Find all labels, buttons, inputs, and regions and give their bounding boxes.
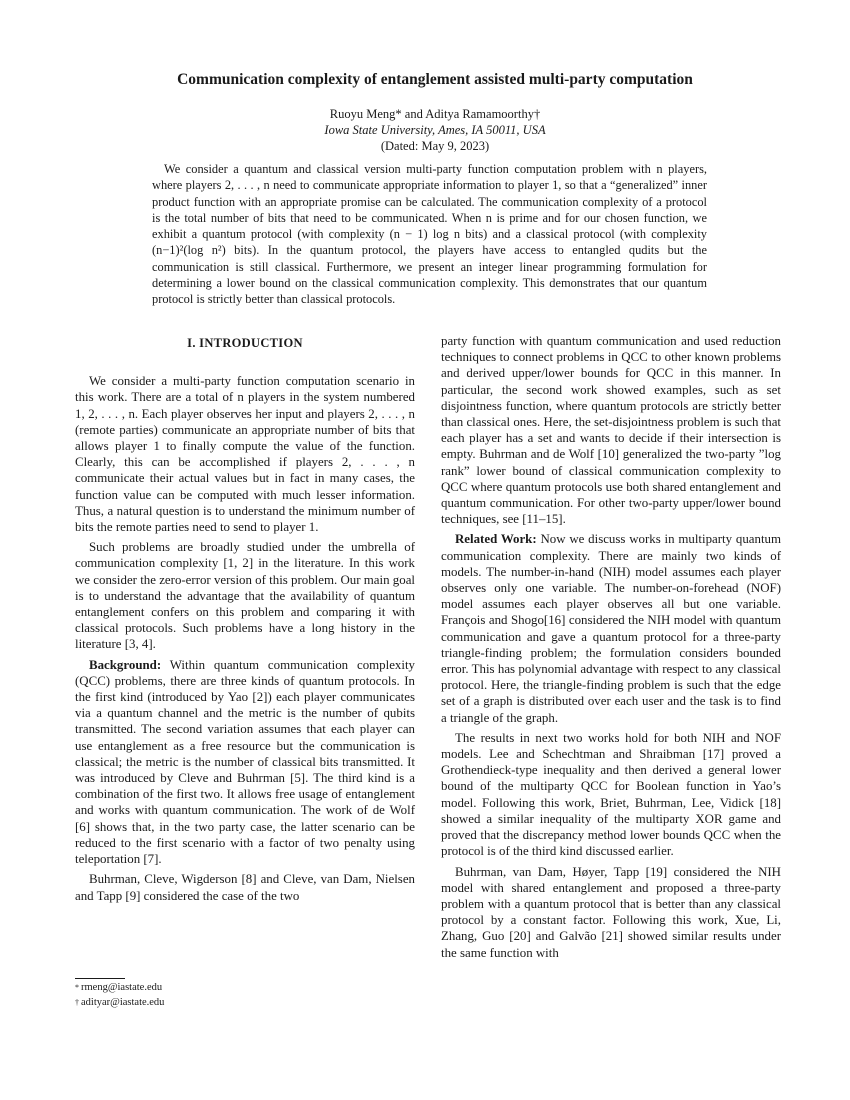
footnote-mark: † [75,998,79,1007]
footnote-2 [75,995,415,1010]
footnote-email: rmeng@iastate.edu [81,982,163,993]
author-affiliation: Iowa State University, Ames, IA 50011, USA [324,123,546,137]
right-paragraph-3: The results in next two works hold for both NIH and NOF models. Lee and Schechtman and Shraibman [17] proved a Grothendieck-type inequality and then derived a general lower bound of the multiparty QCC for Boolean function in Yao’s model. Following this work, Briet, Buhrman, Lee, Vidick [18] showed a similar inequality of the multiparty XOR game and proved that the discrepancy method lower bounds QCC when the protocol is of the third kind discussed earlier. [441,730,781,859]
background-text: Within quantum communication complexity (QCC) problems, there are three kinds of quantum protocols. In the first kind (introduced by Yao [2]) each player communicates via a quantum channel and the metric is the number of qubits transmitted. The second variation assumes that each player can use entanglement as a free resource but the communication is classical; the metric is the number of classical bits transmitted. It was introduced by Cleve and Buhrman [5]. The third kind is a combination of the first two. It allows free usage of entanglement and works with quantum communication. The work of de Wolf [6] shows that, in the two party case, the latter scenario can be reduced to the first scenario with a factor of two penalty using teleportation [7]. [75,657,415,867]
intro-paragraph-1: We consider a multi-party function computation scenario in this work. There are a total of n players in the system numbered 1, 2, . . . , n. Each player observes her input and players 2, . . . , n (remote parties) communicate an appropriate number of bits that allows player 1 to finally compute the value of the function. Clearly, this can be accomplished if players 2, . . . , n communicate their actual values but in fact in many cases, the function value can be computed with much lesser information. Thus, a natural question is to understand the minimum number of bits the remote parties need to send to player 1. [75,374,415,535]
related-work-heading: Related Work: [455,532,537,547]
section-heading-introduction: I. INTRODUCTION [187,336,303,350]
footnote-mark: * [75,983,79,992]
background-heading: Background: [89,657,162,672]
right-paragraph-4: Buhrman, van Dam, Høyer, Tapp [19] considered the NIH model with shared entanglement and proposed a three-party problem with a quantum protocol that is better than any classical protocol by a constant factor. Following this work, Xue, Li, Zhang, Guo [20] and Galvão [21] showed similar results under the same function with [441,864,781,960]
background-paragraph [75,657,415,868]
footnote-email: adityar@iastate.edu [81,997,165,1008]
intro-paragraph-4: Buhrman, Cleve, Wigderson [8] and Cleve, van Dam, Nielsen and Tapp [9] considered the case of the two [75,872,415,903]
right-paragraph-1: party function with quantum communication and used reduction techniques to connect problems in QCC to other known problems and derived upper/lower bounds for QCC in this manner. In particular, the second work showed examples, such as set disjointness function, where quantum protocols are strictly better than classical ones. Here, the set-disjointness problem is such that each player has a set and wants to decide if their intersection is empty. Buhrman and de Wolf [10] generalized the two-party ”log rank” lower bound of classical communication complexity to QCC where quantum protocols use both shared entanglement and quantum communication. For other two-party upper/lower bound techniques, see [11–15]. [441,334,781,527]
related-work-paragraph [441,531,781,725]
abstract: We consider a quantum and classical version multi-party function computation problem with n players, where players 2, . . . , n need to communicate appropriate information to player 1, so that a “generalized” inner product function with an appropriate promise can be calculated. The communication complexity of a protocol is the total number of bits that need to be communicated. When n is prime and for our chosen function, we exhibit a quantum protocol (with complexity (n − 1) log n bits) and a classical protocol (with complexity (n−1)²(log n²) bits). In the quantum protocol, the players have access to entangled qudits but the communication is still classical. Furthermore, we present an integer linear programming formulation for determining a lower bound on the classical communication complexity. This demonstrates that our quantum protocol is strictly better than classical protocols. [152,162,707,307]
intro-paragraph-2: Such problems are broadly studied under the umbrella of communication complexity [1, 2] in the literature. In this work we consider the zero-error version of this problem. Our main goal is to understand the advantage that the availability of quantum entanglement confers on this problem and comparing it with classical protocols. Such problems have a long history in the literature [3, 4]. [75,540,415,652]
left-column [75,335,415,908]
related-work-text: Now we discuss works in multiparty quantum communication complexity. There are mainly two kinds of models. The number-in-hand (NIH) model assumes each player observes only one variable. The number-on-forehead (NOF) model assumes each player observes all but one variable. François and Shogo[16] considered the NIH model with quantum communication and gave a quantum protocol for a three-party triangle-finding problem; the formulation considers bounded error. This has polynomial advantage with respect to any classical protocol. Here, the triangle-finding problem is such that the edge set of a graph is distributed over each user and the task is to find a triangle of the graph. [441,532,782,725]
footnotes [75,980,415,1010]
paper-authors: Ruoyu Meng* and Aditya Ramamoorthy† [329,107,541,121]
footnote-1 [75,980,415,995]
footnote-divider [75,978,125,979]
right-column [441,333,781,965]
paper-title: Communication complexity of entanglement assisted multi-party computation [177,71,693,88]
paper-date: (Dated: May 9, 2023) [380,139,490,153]
